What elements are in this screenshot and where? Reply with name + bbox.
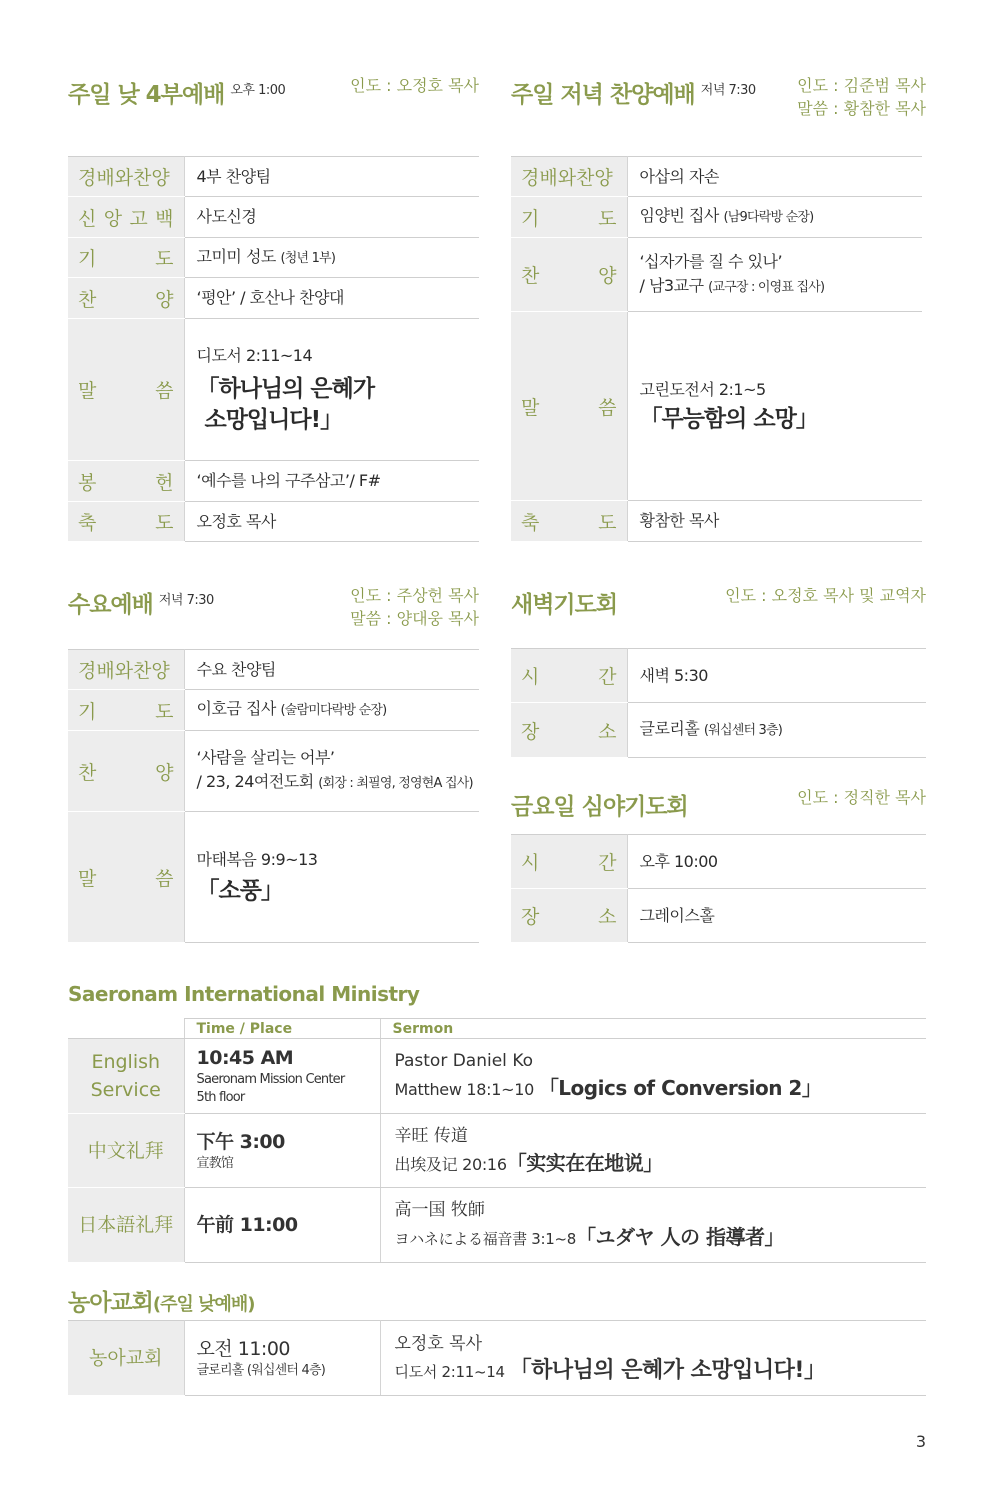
row-value: 글로리홀 (워십센터 3층)	[627, 703, 926, 758]
row-value: 그레이스홀	[627, 889, 926, 943]
row-label: 찬 양	[68, 731, 184, 812]
leader-text: 인도 : 김준범 목사 말씀 : 황참한 목사	[797, 76, 926, 118]
sermon-cell	[184, 319, 479, 461]
time-place-cell: 午前 11:00	[184, 1188, 380, 1263]
row-label: 기 도	[68, 238, 184, 278]
row-value: 고미미 성도 (청년 1부)	[184, 238, 479, 278]
sermon-reference: 마태복음 9:9~13	[196, 849, 318, 869]
row-label: 경배와찬양	[511, 157, 627, 197]
sermon-title: 「소풍」	[196, 877, 283, 904]
row-value: 사도신경	[184, 197, 479, 238]
time-place-cell: 오전 11:00 글로리홀 (워십센터 4층)	[184, 1321, 380, 1396]
row-label: 축 도	[68, 502, 184, 542]
row-value: 4부 찬양팀	[184, 157, 479, 197]
section-title: 새벽기도회	[511, 592, 618, 618]
sermon-reference: 디도서 2:11~14	[196, 345, 313, 365]
row-label: 찬 양	[68, 278, 184, 319]
row-value: 아삽의 자손	[627, 157, 922, 197]
row-value: ‘사람을 살리는 어부’ / 23, 24여전도회 (회장 : 최필영, 정영현A 집사)	[184, 731, 479, 812]
row-label: 시 간	[511, 835, 627, 889]
section-header	[511, 784, 926, 834]
section-header	[511, 582, 926, 648]
row-value: 오정호 목사	[184, 502, 479, 542]
wednesday-service	[68, 582, 479, 943]
row-label: 장 소	[511, 703, 627, 758]
row-label: 시 간	[511, 649, 627, 703]
service-time: 저녁 7:30	[700, 83, 756, 98]
sermon-title-line-1: 「하나님의 은혜가	[196, 375, 375, 402]
row-label: 말 씀	[68, 812, 184, 943]
section-header	[511, 72, 926, 156]
sermon-cell: 高一国 牧師 ヨハネによる福音書 3:1~8「ユダヤ 人の 指導者」	[380, 1188, 926, 1263]
sermon-cell: 오정호 목사 디도서 2:11~14 「하나님의 은혜가 소망입니다!」	[380, 1321, 926, 1396]
row-label: 축 도	[511, 501, 627, 542]
row-value: 황참한 목사	[627, 501, 922, 542]
row-label: 말 씀	[68, 319, 184, 461]
friday-prayer-meeting	[511, 784, 926, 943]
service-time: 오후 1:00	[230, 83, 286, 98]
time-place-cell: 10:45 AM Saeronam Mission Center 5th floor	[184, 1039, 380, 1114]
deaf-church	[68, 1284, 926, 1396]
row-value: 임양빈 집사 (남9다락방 순장)	[627, 197, 922, 238]
row-value: 이호금 집사 (술람미다락방 순장)	[184, 690, 479, 731]
sermon-cell	[184, 812, 479, 943]
row-label: 경배와찬양	[68, 650, 184, 690]
row-label: English Service	[68, 1039, 184, 1114]
row-label: 봉 헌	[68, 461, 184, 502]
leader-text: 인도 : 정직한 목사	[797, 788, 926, 807]
row-label: 장 소	[511, 889, 627, 943]
chinese-service-row	[68, 1114, 926, 1188]
sermon-cell	[627, 312, 922, 501]
section-title: Saeronam International Ministry	[68, 982, 420, 1006]
service-order-table	[68, 649, 479, 943]
row-value: 오후 10:00	[627, 835, 926, 889]
col-sermon: Sermon	[380, 1019, 926, 1039]
section-header	[68, 72, 479, 156]
section-title: 금요일 심야기도회	[511, 794, 688, 820]
deaf-church-table	[68, 1320, 926, 1396]
sermon-cell: 辛旺 传道 出埃及记 20:16「实实在在地说」	[380, 1114, 926, 1188]
table-header	[68, 1019, 926, 1039]
friday-prayer-table	[511, 834, 926, 943]
section-title: 주일 낮 4부예배 $^{오후 1:00}$	[68, 82, 286, 108]
col-time-place: Time / Place	[184, 1019, 380, 1039]
international-table	[68, 1018, 926, 1263]
row-label: 기 도	[511, 197, 627, 238]
row-label: 기 도	[68, 690, 184, 731]
sermon-reference: 고린도전서 2:1~5	[639, 379, 766, 399]
sunday-4th-service	[68, 72, 479, 542]
international-ministry	[68, 982, 926, 1263]
row-value: ‘예수를 나의 구주삼고’/ F#	[184, 461, 479, 502]
leader-text: 인도 : 오정호 목사 및 교역자	[725, 586, 926, 605]
row-label: 中文礼拜	[68, 1114, 184, 1188]
service-order-table	[68, 156, 479, 542]
leader-text: 인도 : 오정호 목사	[350, 76, 479, 95]
section-title: 주일 저녁 찬양예배 $^{저녁 7:30}$	[511, 82, 756, 108]
dawn-prayer-table	[511, 648, 926, 758]
sermon-title-line-2: 소망입니다!」	[204, 406, 343, 433]
japanese-service-row	[68, 1188, 926, 1263]
row-value: ‘십자가를 질 수 있나’ / 남3교구 (교구장 : 이영표 집사)	[627, 238, 922, 312]
service-time: 저녁 7:30	[158, 593, 214, 608]
row-value: 수요 찬양팀	[184, 650, 479, 690]
row-label: 찬 양	[511, 238, 627, 312]
section-title: 수요예배 $^{저녁 7:30}$	[68, 592, 214, 618]
section-header	[68, 582, 479, 649]
leader-text: 인도 : 주상헌 목사 말씀 : 양대웅 목사	[350, 586, 479, 628]
sermon-cell: Pastor Daniel Ko Matthew 18:1~10 「Logics of Conversion 2」	[380, 1039, 926, 1114]
row-label: 日本語礼拜	[68, 1188, 184, 1263]
row-label: 말 씀	[511, 312, 627, 501]
dawn-prayer-meeting	[511, 582, 926, 758]
service-order-table	[511, 156, 922, 542]
sermon-title: 「무능함의 소망」	[639, 405, 818, 432]
row-value: 새벽 5:30	[627, 649, 926, 703]
row-label: 신 앙 고 백	[68, 197, 184, 238]
row-value: ‘평안’ / 호산나 찬양대	[184, 278, 479, 319]
row-label: 경배와찬양	[68, 157, 184, 197]
section-title: 농아교회(주일 낮예배)	[68, 1290, 255, 1316]
page-number: 3	[915, 1432, 926, 1451]
row-label: 농아교회	[68, 1321, 184, 1396]
sunday-evening-service	[511, 72, 926, 542]
time-place-cell: 下午 3:00 宣教馆	[184, 1114, 380, 1188]
english-service-row	[68, 1039, 926, 1114]
